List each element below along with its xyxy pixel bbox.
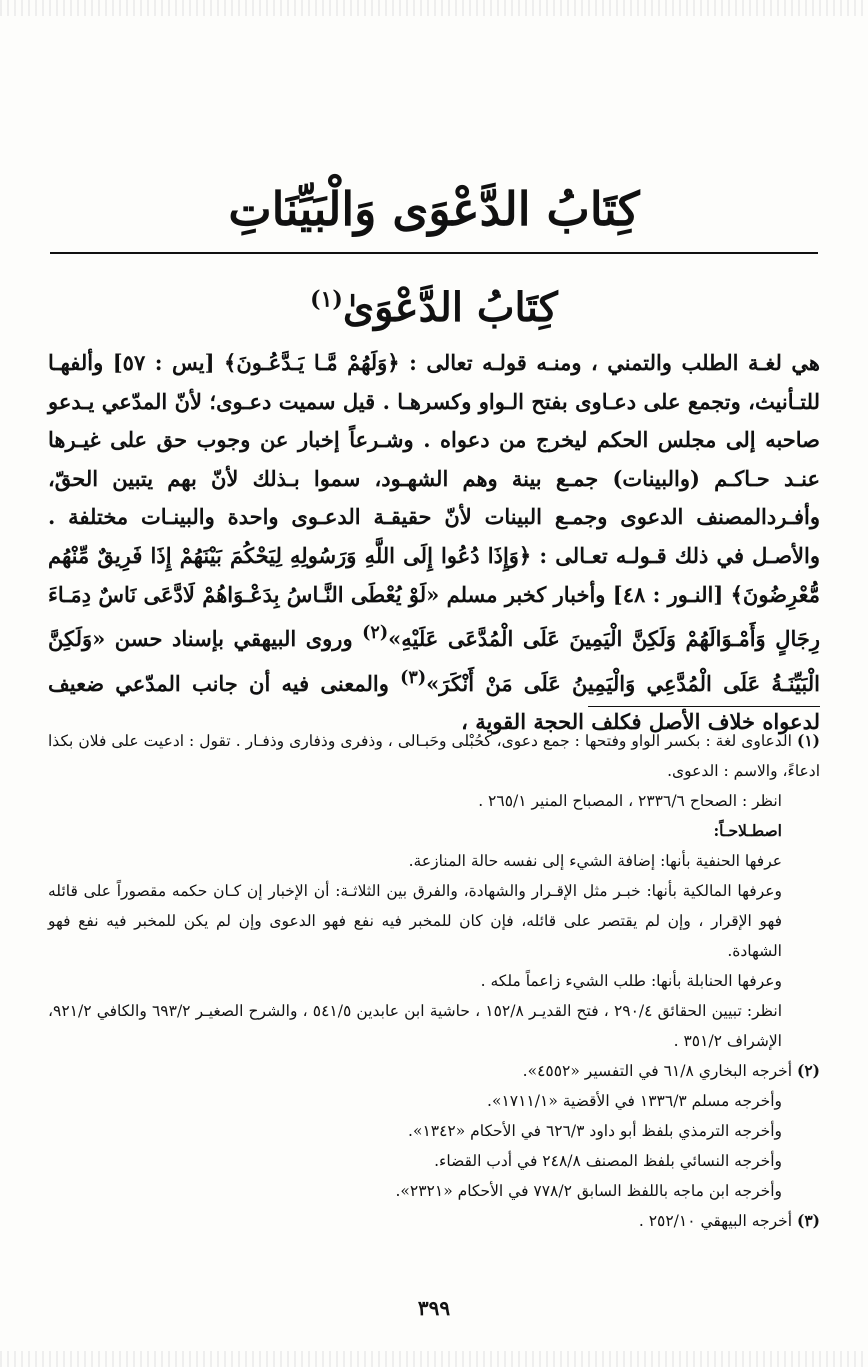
footnote-2-bukhari <box>48 1056 820 1086</box>
book-title: كِتَابُ الدَّعْوَى وَالْبَيِّنَاتِ <box>228 182 640 236</box>
footnote-1-sources: انظر: تبيين الحقائق ٢٩٠/٤ ، فتح القديـر ١٥٢/٨ ، حاشية ابن عابدين ٥٤١/٥ ، والشرح الصغيـر ٦٩٣/٢ والكافي ٩٢١/٢، الإشراف ٣٥١/٢ . <box>48 1002 783 1050</box>
footnote-3 <box>48 1206 820 1236</box>
footnote-2-bukhari-text: أخرجه البخاري ٦١/٨ في التفسير «٤٥٥٢». <box>522 1062 793 1080</box>
body-text-1: هي لغـة الطلب والتمني ، ومنـه قولـه تعالى : ﴿وَلَهُمْ مَّـا يَـدَّعُـونَ﴾ [يس : ٥٧] وألفهـا للتـأنيث، وتجمع على دعـاوى بفتح الـواو وكسرهـا . قيل سميت دعـوى؛ لأنّ المدّعي يـدعو صاحبه إلى مجلس الحكم ليخرج من دعواه . وشـرعاً إخبار عن وجوب حق على غيـرها عنـد حـاكـم (والبينات) جمـع بينة وهم الشهـود، سموا بـذلك لأنّ بهم يتبين الحقّ، وأفـردالمصنف الدعوى وجمـع البينات لأنّ حقيقـة الدعـوى واحدة والبينـات مختلفة . والأصـل في ذلك قـولـه تعـالى : ﴿وَإِذَا دُعُوا إِلَى اللَّهِ وَرَسُولِهِ لِيَحْكُمَ بَيْنَهُمْ إِذَا فَرِيقٌ مِّنْهُم مُّعْرِضُونَ﴾ [النـور : ٤٨] وأخبار كخبر مسلم «لَوْ يُعْطَى النَّـاسُ بِدَعْـوَاهُمْ لَادَّعَى نَاسٌ دِمَـاءَ رِجَالٍ وَأَمْـوَالَهُمْ وَلَكِنَّ الْيَمِينَ عَلَى الْمُدَّعَى عَلَيْهِ» <box>48 350 820 652</box>
footnote-1-reference: انظر : الصحاح ٢٣٣٦/٦ ، المصباح المنير ٢٦٥/١ . <box>478 792 782 810</box>
chapter-footnote-ref: (١) <box>310 286 343 313</box>
body-text-2: وروى البيهقي بإسناد حسن «وَلَكِنَّ الْبَيِّنَـةُ عَلَى الْمُدَّعِي وَالْيَمِينُ عَلَى مَنْ أَنْكَرَ» <box>48 626 820 696</box>
title-divider <box>50 252 818 254</box>
footnote-1-text: الدعاوى لغة : بكسر الواو وفتحها : جمع دعوى، كحُبْلى وحَبـالى ، وذفرى وذفارى وذفـار . تقول : ادعيت على فلان بكذا ادعاءً، والاسم : الدعوى. <box>48 732 820 780</box>
footnote-1-definition <box>48 726 820 786</box>
footnote-1-hanbali: وعرفها الحنابلة بأنها: طلب الشيء زاعماً ملكه . <box>480 972 782 990</box>
scan-edge-bottom <box>0 1351 868 1367</box>
footnote-3-number: (٣) <box>796 1211 820 1230</box>
footnote-1-maliki: وعرفها المالكية بأنها: خبـر مثل الإقـرار والشهادة، والفرق بين الثلاثـة: أن الإخبار إن كـان حكمه مقصوراً على قائله فهو الإقرار ، وإن لم يقتصر على قائله، فإن كان للمخبر فيه نفع فهو الدعوى وإن لم يكن للمخبر فيه نفع فهو الشهادة. <box>48 882 782 960</box>
footnote-ref-2: (٢) <box>362 623 389 644</box>
footnote-2-muslim: وأخرجه مسلم ١٣٣٦/٣ في الأقضية «١٧١١/١». <box>487 1092 782 1110</box>
footnote-3-text: أخرجه البيهقي ٢٥٢/١٠ . <box>638 1212 793 1230</box>
footnote-1-istilah: اصطـلاحـاً: <box>713 821 782 840</box>
chapter-title-text: كِتَابُ الدَّعْوَىٰ <box>342 284 558 331</box>
scan-edge-top <box>0 0 868 16</box>
footnote-2-nasai: وأخرجه النسائي بلفظ المصنف ٢٤٨/٨ في أدب القضاء. <box>434 1152 782 1170</box>
main-paragraph <box>48 344 820 742</box>
footnote-ref-3: (٣) <box>400 667 427 688</box>
chapter-title <box>60 282 808 334</box>
body-text-3: والمعنى فيه أن جانب المدّعي ضعيف لدعواه خلاف الأصل فكلف الحجة القوية ، <box>48 670 820 735</box>
page-number: ٣٩٩ <box>417 1296 451 1320</box>
footnote-2-ibnmajah: وأخرجه ابن ماجه باللفظ السابق ٧٧٨/٢ في الأحكام «٢٣٢١». <box>395 1182 782 1200</box>
footnote-2-body <box>48 1086 820 1206</box>
footnote-2-tirmidhi: وأخرجه الترمذي بلفظ أبو داود ٦٢٦/٣ في الأحكام «١٣٤٢». <box>408 1122 782 1140</box>
footnote-1-hanafi: عرفها الحنفية بأنها: إضافة الشيء إلى نفسه حالة المنازعة. <box>408 852 782 870</box>
footnote-1-body <box>48 786 820 1056</box>
footnote-2-number: (٢) <box>796 1061 820 1080</box>
footnotes <box>48 726 820 1236</box>
footnote-divider <box>588 706 820 707</box>
footnote-1-number: (١) <box>796 731 820 750</box>
